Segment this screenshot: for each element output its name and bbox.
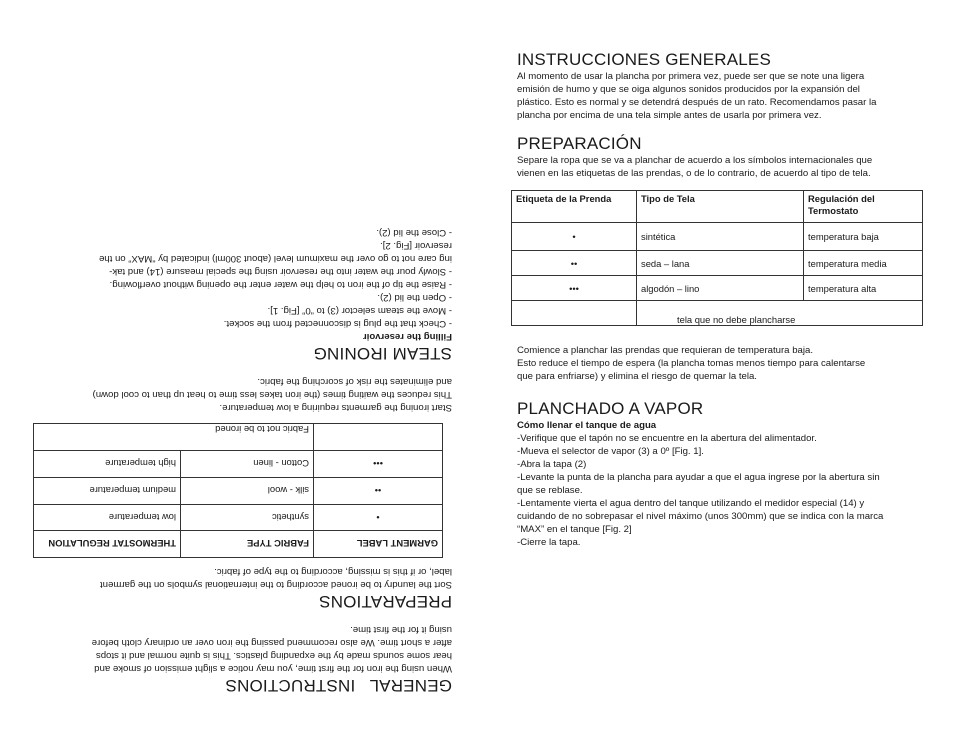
paragraph-line: - Slowly pour the water into the reservoir using the special measure (14) and tak- (109, 266, 452, 277)
table-header: FABRIC TYPE (181, 531, 314, 558)
paragraph-line: hear some sounds made by the expanding plastics. This is quite normal and it stops (95, 650, 452, 661)
table-cell: synthetic (181, 505, 314, 531)
paragraph-line: using it for the first time. (350, 624, 452, 635)
paragraph-line: Comience a planchar las prendas que requieran de temperatura baja. (517, 345, 813, 356)
table-row (512, 251, 923, 276)
fabric-table-en (33, 423, 443, 558)
table-cell: temperatura media (804, 251, 923, 276)
section-title: GENERAL INSTRUCTIONS (225, 676, 452, 695)
table-row (512, 276, 923, 301)
paragraph-line: -Verifique que el tapón no se encuentre en la abertura del alimentador. (517, 433, 817, 444)
table-cell: seda – lana (637, 251, 804, 276)
section-general-en (22, 623, 452, 695)
table-cell: temperatura alta (804, 276, 923, 301)
fabric-table-es (511, 190, 923, 326)
table-header: Regulación del Termostato (804, 191, 923, 223)
section-after-es (517, 344, 927, 383)
section-title: STEAM IRONING (313, 344, 452, 363)
paragraph-line: reservoir [Fig. 2]. (380, 240, 452, 251)
paragraph-line: emisión de humo y que se oiga algunos sonidos producidos por la expansión del (517, 84, 860, 95)
paragraph-line: -Abra la tapa (2) (517, 459, 587, 470)
table-cell: sintética (637, 223, 804, 251)
paragraph-line: plástico. Esto es normal y se detendrá después de un rato. Recomendamos pasar la (517, 97, 877, 108)
table-row (34, 424, 443, 451)
section-title: PREPARACIÓN (517, 134, 642, 153)
table-cell: •• (512, 251, 637, 276)
table-cell: Fabric not to be ironed (34, 424, 314, 451)
table-header: THERMOSTAT REGULATION (34, 531, 181, 558)
table-cell: Cotton - linen (181, 451, 314, 478)
table-cell: • (512, 223, 637, 251)
section-title: PREPARATIONS (318, 592, 452, 611)
paragraph-line: que para enfriarse) y elimina el riesgo de quemar la tela. (517, 371, 757, 382)
table-cell: • (314, 505, 443, 531)
paragraph-line: Sort the laundry to be ironed according to the international symbols on the garment (100, 579, 452, 590)
section-subtitle: Cómo llenar el tanque de agua (517, 420, 657, 431)
table-header-row (34, 531, 443, 558)
table-cell: high temperature (34, 451, 181, 478)
paragraph-line: - Open the lid (2). (377, 292, 452, 303)
paragraph-line: - Check that the plug is disconnected from the socket. (223, 318, 452, 329)
paragraph-line: -Lentamente vierta el agua dentro del tanque utilizando el medidor especial (14) y (517, 498, 865, 509)
section-prep-es (517, 134, 917, 180)
table-cell: temperatura baja (804, 223, 923, 251)
table-cell: silk - wool (181, 478, 314, 505)
section-steam-es (517, 399, 937, 549)
paragraph-line: Separe la ropa que se va a planchar de acuerdo a los símbolos internacionales que (517, 155, 873, 166)
table-cell: ••• (314, 451, 443, 478)
section-steam-en (22, 226, 452, 363)
table-header: Etiqueta de la Prenda (512, 191, 637, 223)
paragraph-line: Start ironing the garments requiring a low temperature. (219, 402, 452, 413)
table-cell (512, 301, 637, 326)
paragraph-line: Al momento de usar la plancha por primera vez, puede ser que se note una ligera (517, 71, 865, 82)
paragraph-line: When using the iron for the first time, you may notice a slight emission of smoke and (94, 663, 452, 674)
table-row (34, 505, 443, 531)
table-cell: low temperature (34, 505, 181, 531)
table-row (34, 478, 443, 505)
table-cell: medium temperature (34, 478, 181, 505)
table-cell: ••• (512, 276, 637, 301)
paragraph-line: -Mueva el selector de vapor (3) a 0º [Fig. 1]. (517, 446, 704, 457)
table-cell: algodón – lino (637, 276, 804, 301)
paragraph-line: que se reblase. (517, 485, 583, 496)
table-cell: tela que no debe plancharse (637, 301, 923, 326)
table-header-row (512, 191, 923, 223)
table-header: GARMENT LABEL (314, 531, 443, 558)
paragraph-line: plancha por encima de una tela simple antes de usarla por primera vez. (517, 110, 822, 121)
section-after-en (22, 375, 452, 414)
paragraph-line: and eliminates the risk of scorching the fabric. (257, 376, 452, 387)
paragraph-line: ing care not to go over the maximum level (about 300ml) indicated by “MAX” on the (98, 253, 452, 264)
paragraph-line: Esto reduce el tiempo de espera (la plancha tomas menos tiempo para calentarse (517, 358, 866, 369)
paragraph-line: This reduces the waiting times (the iron takes less time to heat up than to cool down) (92, 389, 452, 400)
spanish-page (477, 0, 954, 747)
section-general-es (517, 50, 917, 122)
paragraph-line: label, or if this is missing, according to the type of fabric. (214, 566, 452, 577)
paragraph-line: “MAX” en el tanque [Fig. 2] (517, 524, 632, 535)
table-row (512, 223, 923, 251)
paragraph-line: - Raise the tip of the iron to help the water enter the opening without overflowing. (109, 279, 452, 290)
table-header: Tipo de Tela (637, 191, 804, 223)
section-subtitle: Filling the reservoir (362, 331, 452, 342)
section-title: PLANCHADO A VAPOR (517, 399, 704, 418)
paragraph-line: cuidando de no sobrepasar el nivel máximo (unos 300mm) que se indica con la marca (517, 511, 884, 522)
paragraph-line: -Cierre la tapa. (517, 537, 581, 548)
paragraph-line: vienen en las etiquetas de las prendas, o de lo contrario, de acuerdo al tipo de tela. (517, 168, 871, 179)
paragraph-line: -Levante la punta de la plancha para ayudar a que el agua ingrese por la abertura sin (517, 472, 880, 483)
section-prep-en (22, 565, 452, 611)
table-row (512, 301, 923, 326)
table-cell (314, 424, 443, 451)
table-row (34, 451, 443, 478)
section-title: INSTRUCCIONES GENERALES (517, 50, 771, 69)
paragraph-line: after a short time. We also recommend passing the iron over an ordinary cloth before (91, 637, 452, 648)
paragraph-line: - Close the lid (2). (376, 227, 452, 238)
table-cell: •• (314, 478, 443, 505)
paragraph-line: - Move the steam selector (3) to “0” [Fig. 1]. (267, 305, 452, 316)
